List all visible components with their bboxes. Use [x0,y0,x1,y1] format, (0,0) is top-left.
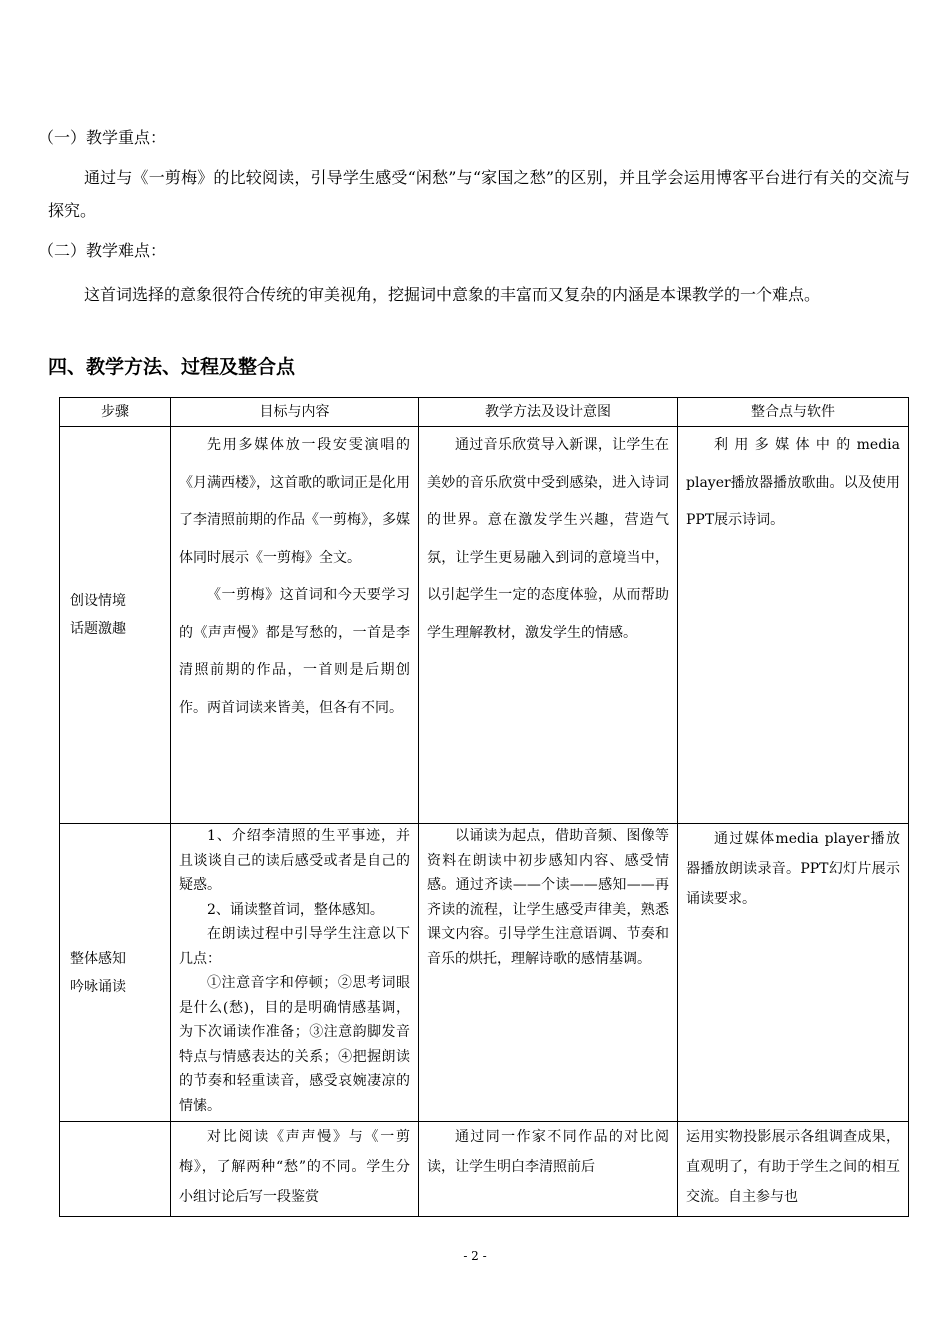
content-paragraph: 1、介绍李清照的生平事迹，并且谈谈自己的读后感受或者是自己的疑惑。 [179,828,410,893]
step-cell [60,1122,171,1217]
table-row [60,824,909,1122]
content-cell [171,1122,419,1217]
step-cell [60,427,171,824]
method-paragraph: 以诵读为起点，借助音频、图像等资料在朗读中初步感知内容、感受情感。通过齐读——个读——感知——再齐读的流程，让学生感受声律美，熟悉课文内容。引导学生注意语调、节奏和音乐的烘托，理解诗歌的感情基调。 [427,828,669,967]
content-cell [171,427,419,824]
teaching-process-table [59,397,909,1217]
section-heading: 四、教学方法、过程及整合点 [48,356,296,378]
table-header-row [60,398,909,427]
content-paragraph: 在朗读过程中引导学生注意以下几点： [179,926,410,967]
key-points-text: 通过与《一剪梅》的比较阅读，引导学生感受“闲愁”与“家国之愁”的区别，并且学会运用博客平台进行有关的交流与探究。 [48,168,910,220]
method-cell [419,824,678,1122]
tools-paragraph: 通过媒体media player播放器播放朗读录音。PPT幻灯片展示诵读要求。 [686,831,900,907]
header-step: 步骤 [60,398,171,427]
tools-cell [678,1122,909,1217]
tools-paragraph: 运用实物投影展示各组调查成果，直观明了，有助于学生之间的相互交流。自主参与也 [686,1129,900,1205]
tools-paragraph: 利用多媒体中的media player播放器播放歌曲。以及使用PPT展示诗词。 [686,437,900,528]
content-cell [171,824,419,1122]
page-number: - 2 - [463,1249,487,1263]
step-name-line1: 整体感知 [70,950,126,967]
method-paragraph: 通过音乐欣赏导入新课，让学生在美妙的音乐欣赏中受到感染，进入诗词的世界。意在激发学生兴趣，营造气氛，让学生更易融入到词的意境当中，以引起学生一定的态度体验，从而帮助学生理解教材，激发学生的情感。 [427,437,669,641]
content-paragraph: 《一剪梅》这首词和今天要学习的《声声慢》都是写愁的，一首是李清照前期的作品，一首则是后期创作。两首词读来皆美，但各有不同。 [179,587,410,716]
method-paragraph: 通过同一作家不同作品的对比阅读，让学生明白李清照前后 [427,1129,669,1175]
step-cell [60,824,171,1122]
section-label-key-points: （一）教学重点： [38,128,167,147]
header-method: 教学方法及设计意图 [419,398,678,427]
header-content: 目标与内容 [171,398,419,427]
content-paragraph: 先用多媒体放一段安雯演唱的《月满西楼》，这首歌的歌词正是化用了李清照前期的作品《一剪梅》，多媒体同时展示《一剪梅》全文。 [179,437,410,566]
header-tools: 整合点与软件 [678,398,909,427]
step-name-line1: 创设情境 [70,593,126,609]
section-label-difficulties: （二）教学难点： [38,241,167,260]
content-paragraph: 2、诵读整首词，整体感知。 [207,901,384,918]
table-row [60,427,909,824]
content-paragraph: ①注意音字和停顿；②思考词眼是什么(愁)，目的是明确情感基调，为下次诵读作准备；③注意韵脚发音特点与情感表达的关系；④把握朗读的节奏和轻重读音，感受哀婉凄凉的情愫。 [179,975,410,1114]
tools-cell [678,824,909,1122]
content-paragraph: 对比阅读《声声慢》与《一剪梅》，了解两种“愁”的不同。学生分小组讨论后写一段鉴赏 [179,1129,410,1205]
step-name-line2: 吟咏诵读 [70,978,126,995]
step-name-line2: 话题激趣 [70,621,126,637]
method-cell [419,1122,678,1217]
difficulties-text: 这首词选择的意象很符合传统的审美视角，挖掘词中意象的丰富而又复杂的内涵是本课教学的一个难点。 [84,285,821,304]
table-row [60,1122,909,1217]
tools-cell [678,427,909,824]
method-cell [419,427,678,824]
